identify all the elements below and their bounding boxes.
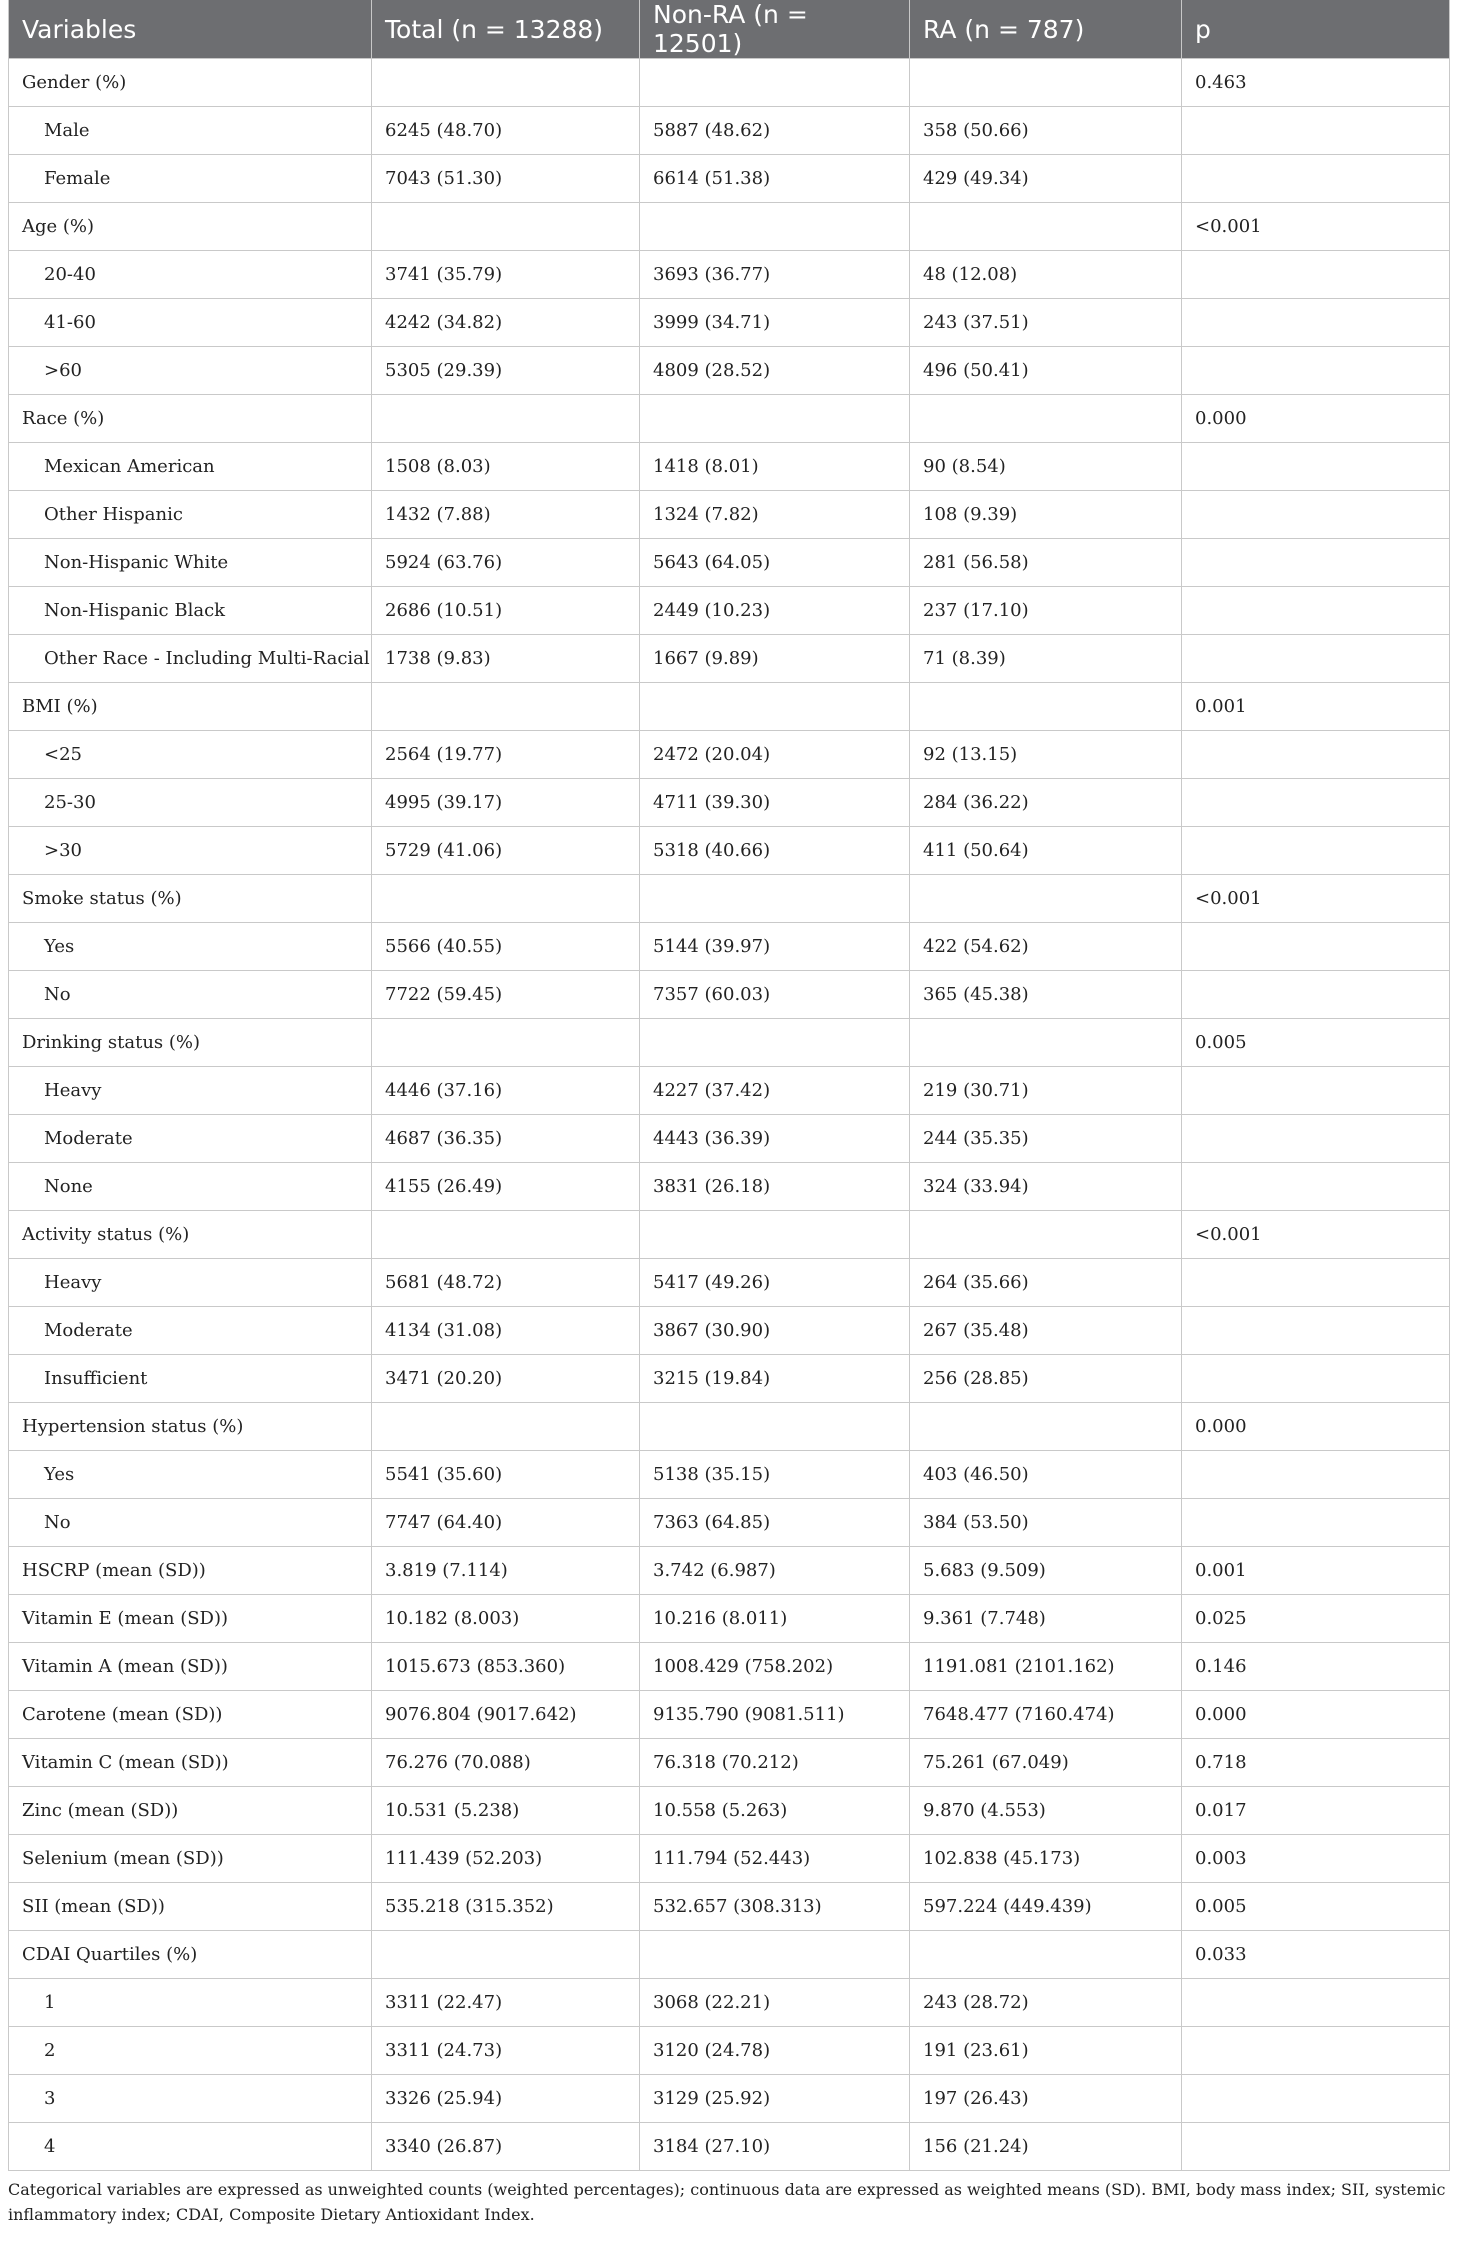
cell-variable: Moderate	[9, 1307, 372, 1355]
table-row	[9, 1787, 1450, 1835]
cell-ra: 48 (12.08)	[910, 251, 1182, 299]
table-row	[9, 2123, 1450, 2171]
table-row	[9, 827, 1450, 875]
cell-total: 5681 (48.72)	[372, 1259, 640, 1307]
cell-total: 1432 (7.88)	[372, 491, 640, 539]
cell-variable: Heavy	[9, 1067, 372, 1115]
header-p: p	[1182, 0, 1450, 59]
cell-total: 3311 (24.73)	[372, 2027, 640, 2075]
table-row	[9, 1931, 1450, 1979]
cell-non-ra: 2472 (20.04)	[640, 731, 910, 779]
table-row	[9, 1691, 1450, 1739]
table-row	[9, 683, 1450, 731]
cell-ra: 358 (50.66)	[910, 107, 1182, 155]
cell-ra: 243 (28.72)	[910, 1979, 1182, 2027]
cell-p-value	[1182, 299, 1450, 347]
table-row	[9, 299, 1450, 347]
cell-non-ra	[640, 1931, 910, 1979]
cell-p-value	[1182, 1307, 1450, 1355]
cell-total: 3340 (26.87)	[372, 2123, 640, 2171]
cell-total: 5924 (63.76)	[372, 539, 640, 587]
cell-non-ra: 1667 (9.89)	[640, 635, 910, 683]
table-row	[9, 1211, 1450, 1259]
cell-ra: 384 (53.50)	[910, 1499, 1182, 1547]
cell-variable: Vitamin E (mean (SD))	[9, 1595, 372, 1643]
table-row	[9, 1547, 1450, 1595]
cell-non-ra: 3693 (36.77)	[640, 251, 910, 299]
cell-ra	[910, 1211, 1182, 1259]
cell-total	[372, 875, 640, 923]
cell-total: 535.218 (315.352)	[372, 1883, 640, 1931]
cell-variable: Age (%)	[9, 203, 372, 251]
cell-p-value	[1182, 2123, 1450, 2171]
cell-p-value: 0.001	[1182, 683, 1450, 731]
cell-non-ra: 1324 (7.82)	[640, 491, 910, 539]
cell-non-ra: 3.742 (6.987)	[640, 1547, 910, 1595]
table-row	[9, 923, 1450, 971]
cell-ra: 281 (56.58)	[910, 539, 1182, 587]
cell-p-value: <0.001	[1182, 875, 1450, 923]
cell-ra: 411 (50.64)	[910, 827, 1182, 875]
cell-total	[372, 59, 640, 107]
cell-total: 111.439 (52.203)	[372, 1835, 640, 1883]
cell-ra: 102.838 (45.173)	[910, 1835, 1182, 1883]
cell-p-value: 0.025	[1182, 1595, 1450, 1643]
cell-p-value: 0.463	[1182, 59, 1450, 107]
table-row	[9, 1019, 1450, 1067]
cell-variable: SII (mean (SD))	[9, 1883, 372, 1931]
header-variables: Variables	[9, 0, 372, 59]
cell-non-ra: 532.657 (308.313)	[640, 1883, 910, 1931]
cell-total: 6245 (48.70)	[372, 107, 640, 155]
cell-non-ra: 3999 (34.71)	[640, 299, 910, 347]
cell-ra	[910, 203, 1182, 251]
cell-variable: Yes	[9, 1451, 372, 1499]
table-row	[9, 1307, 1450, 1355]
cell-ra	[910, 1019, 1182, 1067]
cell-ra: 156 (21.24)	[910, 2123, 1182, 2171]
cell-ra: 75.261 (67.049)	[910, 1739, 1182, 1787]
cell-non-ra: 10.216 (8.011)	[640, 1595, 910, 1643]
cell-p-value	[1182, 779, 1450, 827]
cell-p-value: <0.001	[1182, 1211, 1450, 1259]
cell-total	[372, 203, 640, 251]
cell-non-ra: 9135.790 (9081.511)	[640, 1691, 910, 1739]
cell-non-ra	[640, 1211, 910, 1259]
cell-p-value	[1182, 155, 1450, 203]
cell-ra	[910, 1931, 1182, 1979]
cell-p-value	[1182, 731, 1450, 779]
cell-total: 3471 (20.20)	[372, 1355, 640, 1403]
table-row	[9, 1355, 1450, 1403]
cell-ra: 422 (54.62)	[910, 923, 1182, 971]
cell-p-value	[1182, 539, 1450, 587]
cell-non-ra: 3831 (26.18)	[640, 1163, 910, 1211]
cell-non-ra: 5417 (49.26)	[640, 1259, 910, 1307]
cell-p-value	[1182, 107, 1450, 155]
cell-non-ra: 5138 (35.15)	[640, 1451, 910, 1499]
cell-variable: Activity status (%)	[9, 1211, 372, 1259]
cell-p-value	[1182, 251, 1450, 299]
cell-total	[372, 1019, 640, 1067]
cell-non-ra: 3867 (30.90)	[640, 1307, 910, 1355]
cell-p-value	[1182, 1451, 1450, 1499]
cell-p-value	[1182, 1067, 1450, 1115]
table-container	[8, 0, 1460, 2227]
cell-non-ra: 6614 (51.38)	[640, 155, 910, 203]
cell-total: 5541 (35.60)	[372, 1451, 640, 1499]
cell-ra	[910, 875, 1182, 923]
cell-variable: Selenium (mean (SD))	[9, 1835, 372, 1883]
cell-p-value	[1182, 587, 1450, 635]
cell-p-value	[1182, 923, 1450, 971]
cell-p-value	[1182, 971, 1450, 1019]
cell-variable: 4	[9, 2123, 372, 2171]
table-row	[9, 1163, 1450, 1211]
cell-non-ra: 2449 (10.23)	[640, 587, 910, 635]
cell-total: 76.276 (70.088)	[372, 1739, 640, 1787]
cell-variable: >30	[9, 827, 372, 875]
cell-non-ra: 3068 (22.21)	[640, 1979, 910, 2027]
cell-non-ra: 3184 (27.10)	[640, 2123, 910, 2171]
cell-non-ra	[640, 1019, 910, 1067]
table-row	[9, 2075, 1450, 2123]
cell-p-value: 0.000	[1182, 1691, 1450, 1739]
cell-non-ra: 1418 (8.01)	[640, 443, 910, 491]
cell-ra: 496 (50.41)	[910, 347, 1182, 395]
cell-total: 1015.673 (853.360)	[372, 1643, 640, 1691]
cell-ra: 597.224 (449.439)	[910, 1883, 1182, 1931]
cell-total: 5729 (41.06)	[372, 827, 640, 875]
table-row	[9, 155, 1450, 203]
table-row	[9, 1835, 1450, 1883]
cell-non-ra: 76.318 (70.212)	[640, 1739, 910, 1787]
table-row	[9, 1595, 1450, 1643]
cell-non-ra: 3129 (25.92)	[640, 2075, 910, 2123]
cell-p-value: 0.718	[1182, 1739, 1450, 1787]
cell-non-ra: 1008.429 (758.202)	[640, 1643, 910, 1691]
cell-ra	[910, 1403, 1182, 1451]
cell-non-ra: 4711 (39.30)	[640, 779, 910, 827]
table-row	[9, 1115, 1450, 1163]
cell-total: 10.182 (8.003)	[372, 1595, 640, 1643]
cell-ra: 219 (30.71)	[910, 1067, 1182, 1115]
table-row	[9, 1259, 1450, 1307]
cell-ra	[910, 395, 1182, 443]
cell-ra: 197 (26.43)	[910, 2075, 1182, 2123]
cell-total: 4446 (37.16)	[372, 1067, 640, 1115]
table-row	[9, 1979, 1450, 2027]
cell-variable: No	[9, 971, 372, 1019]
table-row	[9, 491, 1450, 539]
cell-variable: >60	[9, 347, 372, 395]
header-row	[9, 0, 1450, 59]
cell-total: 4242 (34.82)	[372, 299, 640, 347]
cell-p-value	[1182, 1499, 1450, 1547]
cell-non-ra: 10.558 (5.263)	[640, 1787, 910, 1835]
cell-p-value: 0.000	[1182, 1403, 1450, 1451]
cell-variable: None	[9, 1163, 372, 1211]
cell-total: 2686 (10.51)	[372, 587, 640, 635]
cell-p-value: 0.005	[1182, 1019, 1450, 1067]
table-row	[9, 1451, 1450, 1499]
table-row	[9, 203, 1450, 251]
cell-variable: Non-Hispanic White	[9, 539, 372, 587]
table-row	[9, 395, 1450, 443]
cell-variable: Other Race - Including Multi-Racial	[9, 635, 372, 683]
cell-variable: 1	[9, 1979, 372, 2027]
cell-variable: BMI (%)	[9, 683, 372, 731]
cell-variable: 3	[9, 2075, 372, 2123]
cell-total: 2564 (19.77)	[372, 731, 640, 779]
cell-variable: Hypertension status (%)	[9, 1403, 372, 1451]
cell-p-value	[1182, 1979, 1450, 2027]
cell-non-ra: 3215 (19.84)	[640, 1355, 910, 1403]
cell-total: 3311 (22.47)	[372, 1979, 640, 2027]
cell-p-value	[1182, 827, 1450, 875]
cell-non-ra	[640, 59, 910, 107]
cell-total: 7722 (59.45)	[372, 971, 640, 1019]
cell-total: 10.531 (5.238)	[372, 1787, 640, 1835]
cell-variable: Heavy	[9, 1259, 372, 1307]
table-row	[9, 875, 1450, 923]
table-row	[9, 443, 1450, 491]
cell-p-value	[1182, 1259, 1450, 1307]
cell-ra: 324 (33.94)	[910, 1163, 1182, 1211]
cell-p-value: 0.005	[1182, 1883, 1450, 1931]
cell-ra: 191 (23.61)	[910, 2027, 1182, 2075]
cell-non-ra	[640, 1403, 910, 1451]
cell-p-value: 0.146	[1182, 1643, 1450, 1691]
cell-variable: Yes	[9, 923, 372, 971]
cell-ra: 1191.081 (2101.162)	[910, 1643, 1182, 1691]
cell-total: 9076.804 (9017.642)	[372, 1691, 640, 1739]
cell-non-ra: 5887 (48.62)	[640, 107, 910, 155]
table-row	[9, 587, 1450, 635]
cell-total: 7043 (51.30)	[372, 155, 640, 203]
cell-non-ra: 111.794 (52.443)	[640, 1835, 910, 1883]
cell-ra: 5.683 (9.509)	[910, 1547, 1182, 1595]
cell-variable: Zinc (mean (SD))	[9, 1787, 372, 1835]
table-row	[9, 2027, 1450, 2075]
cell-ra: 71 (8.39)	[910, 635, 1182, 683]
cell-ra: 9.361 (7.748)	[910, 1595, 1182, 1643]
cell-total: 4134 (31.08)	[372, 1307, 640, 1355]
cell-p-value	[1182, 1355, 1450, 1403]
cell-non-ra	[640, 875, 910, 923]
cell-non-ra	[640, 395, 910, 443]
cell-non-ra: 5643 (64.05)	[640, 539, 910, 587]
cell-variable: 25-30	[9, 779, 372, 827]
cell-variable: 20-40	[9, 251, 372, 299]
cell-ra: 244 (35.35)	[910, 1115, 1182, 1163]
cell-p-value	[1182, 2075, 1450, 2123]
cell-p-value	[1182, 347, 1450, 395]
cell-non-ra: 7357 (60.03)	[640, 971, 910, 1019]
cell-ra: 264 (35.66)	[910, 1259, 1182, 1307]
cell-total: 3741 (35.79)	[372, 251, 640, 299]
cell-variable: Vitamin A (mean (SD))	[9, 1643, 372, 1691]
cell-total	[372, 1403, 640, 1451]
table-row	[9, 251, 1450, 299]
cell-variable: Female	[9, 155, 372, 203]
cell-p-value: 0.017	[1182, 1787, 1450, 1835]
cell-ra: 90 (8.54)	[910, 443, 1182, 491]
cell-ra: 243 (37.51)	[910, 299, 1182, 347]
cell-total: 7747 (64.40)	[372, 1499, 640, 1547]
cell-variable: Insufficient	[9, 1355, 372, 1403]
cell-non-ra: 7363 (64.85)	[640, 1499, 910, 1547]
cell-ra: 237 (17.10)	[910, 587, 1182, 635]
cell-total: 5305 (29.39)	[372, 347, 640, 395]
cell-p-value: 0.003	[1182, 1835, 1450, 1883]
cell-total	[372, 683, 640, 731]
cell-p-value	[1182, 1163, 1450, 1211]
cell-variable: Carotene (mean (SD))	[9, 1691, 372, 1739]
table-row	[9, 779, 1450, 827]
cell-non-ra: 5144 (39.97)	[640, 923, 910, 971]
cell-variable: Non-Hispanic Black	[9, 587, 372, 635]
cell-p-value: 0.001	[1182, 1547, 1450, 1595]
cell-variable: No	[9, 1499, 372, 1547]
cell-variable: Gender (%)	[9, 59, 372, 107]
cell-ra: 365 (45.38)	[910, 971, 1182, 1019]
table-row	[9, 1883, 1450, 1931]
table-row	[9, 971, 1450, 1019]
cell-ra: 284 (36.22)	[910, 779, 1182, 827]
cell-variable: <25	[9, 731, 372, 779]
cell-non-ra: 4443 (36.39)	[640, 1115, 910, 1163]
cell-ra: 108 (9.39)	[910, 491, 1182, 539]
table-row	[9, 1499, 1450, 1547]
table-row	[9, 635, 1450, 683]
table-row	[9, 1403, 1450, 1451]
cell-non-ra	[640, 683, 910, 731]
cell-p-value	[1182, 443, 1450, 491]
cell-variable: Drinking status (%)	[9, 1019, 372, 1067]
cell-total	[372, 395, 640, 443]
cell-variable: 41-60	[9, 299, 372, 347]
cell-variable: Race (%)	[9, 395, 372, 443]
cell-non-ra: 4809 (28.52)	[640, 347, 910, 395]
cell-ra: 9.870 (4.553)	[910, 1787, 1182, 1835]
cell-non-ra: 5318 (40.66)	[640, 827, 910, 875]
baseline-characteristics-table	[8, 0, 1450, 2171]
cell-p-value	[1182, 1115, 1450, 1163]
cell-ra: 7648.477 (7160.474)	[910, 1691, 1182, 1739]
cell-p-value	[1182, 2027, 1450, 2075]
cell-variable: Smoke status (%)	[9, 875, 372, 923]
cell-p-value	[1182, 635, 1450, 683]
table-row	[9, 347, 1450, 395]
cell-total: 5566 (40.55)	[372, 923, 640, 971]
table-body	[9, 59, 1450, 2171]
cell-total: 1738 (9.83)	[372, 635, 640, 683]
table-row	[9, 731, 1450, 779]
cell-ra: 92 (13.15)	[910, 731, 1182, 779]
table-row	[9, 59, 1450, 107]
cell-ra	[910, 59, 1182, 107]
cell-variable: Male	[9, 107, 372, 155]
cell-p-value: 0.033	[1182, 1931, 1450, 1979]
cell-variable: Vitamin C (mean (SD))	[9, 1739, 372, 1787]
cell-ra: 267 (35.48)	[910, 1307, 1182, 1355]
cell-variable: HSCRP (mean (SD))	[9, 1547, 372, 1595]
cell-total: 4155 (26.49)	[372, 1163, 640, 1211]
table-row	[9, 1067, 1450, 1115]
cell-variable: Moderate	[9, 1115, 372, 1163]
cell-p-value: 0.000	[1182, 395, 1450, 443]
cell-variable: 2	[9, 2027, 372, 2075]
cell-total: 3.819 (7.114)	[372, 1547, 640, 1595]
cell-ra: 429 (49.34)	[910, 155, 1182, 203]
table-footnote: Categorical variables are expressed as unweighted counts (weighted percentages); continuous data are expressed as weighted means (SD). BMI, body mass index; SII, systemic inflammatory index; CDAI, Composite Dietary Antioxidant Index.	[8, 2180, 1446, 2224]
cell-total: 4995 (39.17)	[372, 779, 640, 827]
cell-total	[372, 1931, 640, 1979]
cell-non-ra: 4227 (37.42)	[640, 1067, 910, 1115]
cell-ra: 403 (46.50)	[910, 1451, 1182, 1499]
cell-total: 4687 (36.35)	[372, 1115, 640, 1163]
cell-ra: 256 (28.85)	[910, 1355, 1182, 1403]
table-row	[9, 107, 1450, 155]
cell-ra	[910, 683, 1182, 731]
cell-variable: Mexican American	[9, 443, 372, 491]
table-row	[9, 539, 1450, 587]
header-non-ra: Non-RA (n = 12501)	[640, 0, 910, 59]
cell-p-value: <0.001	[1182, 203, 1450, 251]
header-total: Total (n = 13288)	[372, 0, 640, 59]
cell-non-ra: 3120 (24.78)	[640, 2027, 910, 2075]
cell-total: 3326 (25.94)	[372, 2075, 640, 2123]
cell-total: 1508 (8.03)	[372, 443, 640, 491]
table-row	[9, 1739, 1450, 1787]
cell-p-value	[1182, 491, 1450, 539]
cell-total	[372, 1211, 640, 1259]
table-row	[9, 1643, 1450, 1691]
cell-variable: CDAI Quartiles (%)	[9, 1931, 372, 1979]
cell-non-ra	[640, 203, 910, 251]
header-ra: RA (n = 787)	[910, 0, 1182, 59]
cell-variable: Other Hispanic	[9, 491, 372, 539]
